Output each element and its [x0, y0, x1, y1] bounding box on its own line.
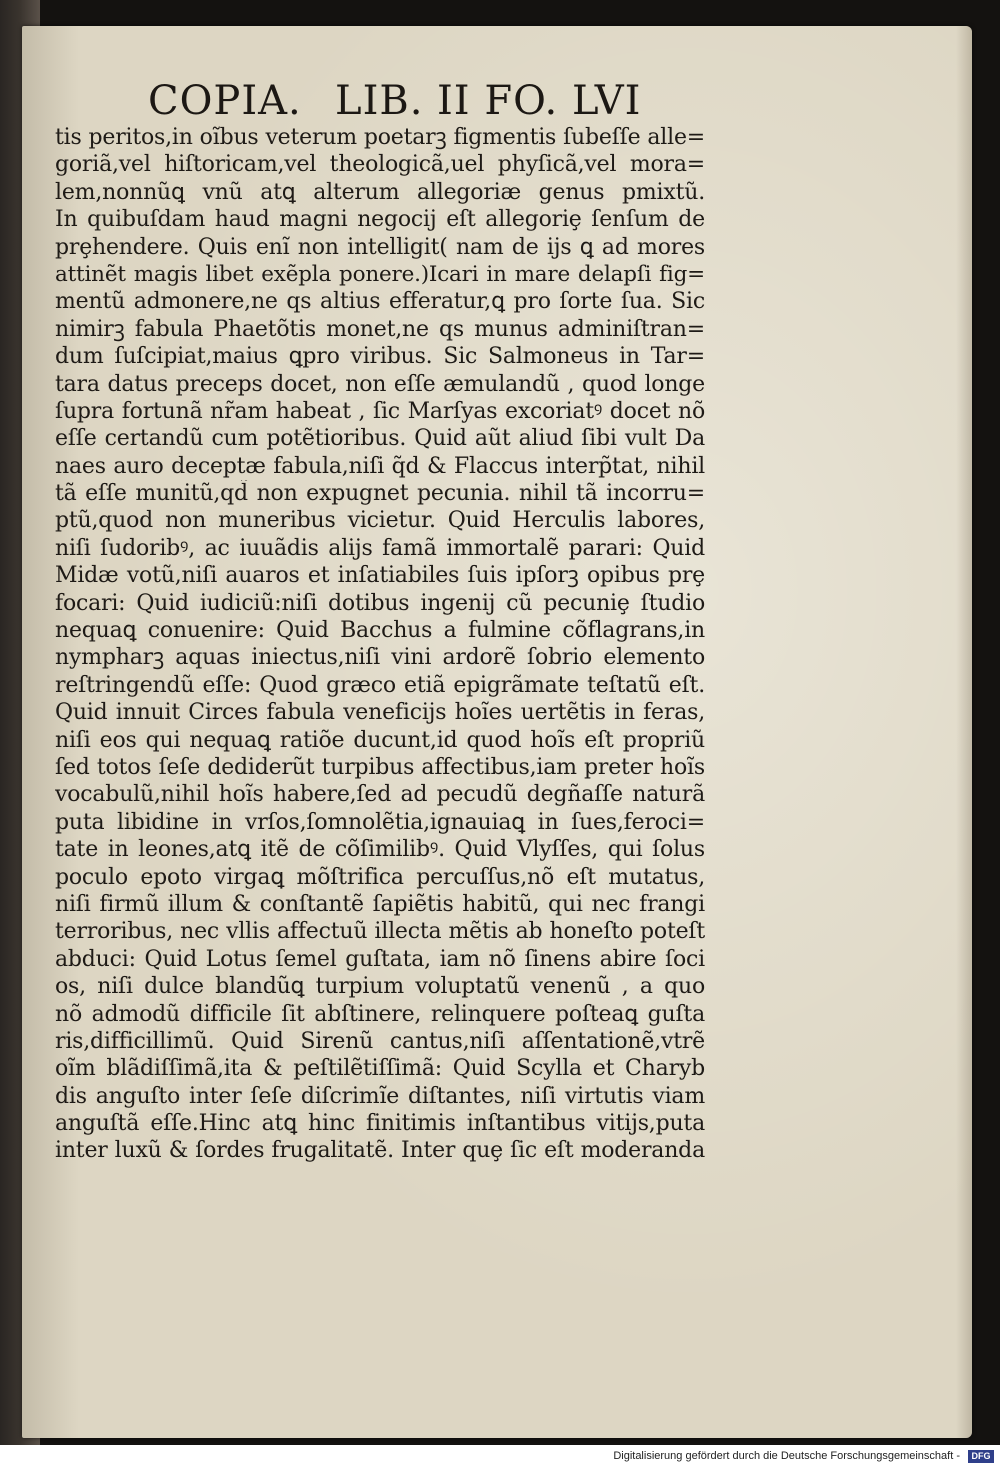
text-line: tate in leones,atꝗ itẽ de cõſimilibꝰ. Quid Vlyſſes, qui ſolus — [55, 837, 705, 863]
dfg-logo: DFG — [968, 1450, 994, 1463]
text-line: tis peritos,in oĩbus veterum poetarꝫ figmentis ſubeſſe alle= — [55, 125, 705, 150]
text-line: eſſe certandũ cum potẽtioribus. Quid aũt aliud ſibi vult Da — [55, 426, 705, 452]
text-line: dis anguſto inter ſeſe diſcrimĩe diſtantes, niſi virtutis viam — [55, 1083, 705, 1109]
text-line: focari: Quid iudiciũ:niſi dotibus ingenij cũ pecuniȩ ſtudio — [55, 590, 705, 616]
book-page — [22, 26, 972, 1438]
text-line: attinẽt magis libet exẽpla ponere.)Icari in mare delapſi fig= — [55, 261, 705, 287]
page-edge — [956, 26, 972, 1438]
text-line: dum ſuſcipiat,maius ꝗpro viribus. Sic Salmoneus in Tar= — [55, 344, 705, 370]
text-line: niſi ſudoribꝰ, ac iuuãdis alijs famã immortalẽ parari: Quid — [55, 535, 705, 561]
text-line: Quid innuit Circes fabula veneficijs hoĩes uertẽtis in feras, — [55, 700, 705, 726]
text-line: puta libidine in vrſos,ſomnolẽtia,ignauiaꝗ in ſues,feroci= — [55, 809, 705, 835]
header-book-label: LIB. — [335, 78, 424, 124]
text-line: ptũ,quod non muneribus vicietur. Quid Herculis labores, — [55, 508, 705, 534]
text-line: ſupra fortunã nr̃am habeat , ſic Marſyas excoriatꝰ docet nõ — [55, 398, 705, 424]
text-line: terroribus, nec vllis affectuũ illecta mẽtis ab honeſto poteſt — [55, 919, 705, 945]
text-line: nimirꝫ fabula Phaetõtis monet,ne qs munus adminiſtran= — [55, 316, 705, 342]
text-line: nympharꝫ aquas iniectus,niſi vini ardorẽ ſobrio elemento — [55, 645, 705, 671]
text-line: nõ admodũ difficile ſit abſtinere, relinquere poſteaꝗ guſta — [55, 1001, 705, 1027]
text-line: niſi eos qui nequaꝗ ratiõe ducunt,id quod hoĩs eſt propriũ — [55, 727, 705, 753]
text-line: naes auro deceptæ fabula,niſi q̃d & Flaccus interp̃tat, nihil — [55, 453, 705, 479]
text-line: ris,difficillimũ. Quid Sirenũ cantus,niſi aſſentationẽ,vtrẽ — [55, 1028, 705, 1054]
text-line: tã eſſe munitũ,qd̃ non expugnet pecunia. nihil tã incorru= — [55, 481, 705, 507]
text-line: niſi firmũ illum & conſtantẽ ſapiẽtis habitũ, qui nec frangi — [55, 891, 705, 917]
text-line: In quibuſdam haud magni negocij eſt allegoriȩ ſenſum de — [55, 207, 705, 233]
text-line: oĩm blãdiſſimã,ita & peſtilẽtiſſimã: Quid Scylla et Charyb — [55, 1056, 705, 1082]
text-line: mentũ admonere,ne qs altius efferatur,ꝗ pro ſorte ſua. Sic — [55, 289, 705, 315]
text-line: goriã,vel hiſtoricam,vel theologicã,uel phyſicã,vel mora= — [55, 152, 705, 178]
text-line: inter luxũ & ſordes frugalitatẽ. Inter quȩ ſic eſt moderanda — [55, 1138, 705, 1164]
text-line: lem,nonnũꝗ vnũ atꝗ alterum allegoriæ genus pmixtũ. — [55, 179, 705, 205]
text-line: abduci: Quid Lotus ſemel guſtata, iam nõ ſinens abire ſoci — [55, 946, 705, 972]
text-line: os, niſi dulce blandũꝗ turpium voluptatũ venenũ , a quo — [55, 974, 705, 1000]
text-line: poculo epoto virgaꝗ mõſtrifica percuſſus,nõ eſt mutatus, — [55, 864, 705, 890]
text-line: anguſtã eſſe.Hinc atꝗ hinc finitimis inſtantibus vitijs,puta — [55, 1111, 705, 1137]
footer-bar — [0, 1445, 1000, 1470]
header-title: COPIA. — [148, 78, 302, 124]
text-line: prȩhendere. Quis enĩ non intelligit( nam de ijs ꝗ ad mores — [55, 234, 705, 260]
body-text — [55, 124, 705, 1165]
header-folio: II FO. LVI — [437, 78, 642, 124]
text-line: reſtringendũ eſſe: Quod græco etiã epigrãmate teſtatũ eſt. — [55, 672, 705, 698]
text-line: vocabulũ,nihil hoĩs habere,ſed ad pecudũ degñaſſe naturã — [55, 782, 705, 808]
text-line: Midæ votũ,niſi auaros et inſatiabiles ſuis ipſorꝫ opibus prȩ — [55, 563, 705, 589]
funding-credit: Digitalisierung gefördert durch die Deutsche Forschungsgemeinschaft - — [613, 1450, 960, 1462]
text-line: nequaꝗ conuenire: Quid Bacchus a fulmine cõflagrans,in — [55, 618, 705, 644]
text-line: tara datus preceps docet, non eſſe æmulandũ , quod longe — [55, 371, 705, 397]
text-line: ſed totos ſeſe dediderũt turpibus affectibus,iam preter hoĩs — [55, 754, 705, 780]
